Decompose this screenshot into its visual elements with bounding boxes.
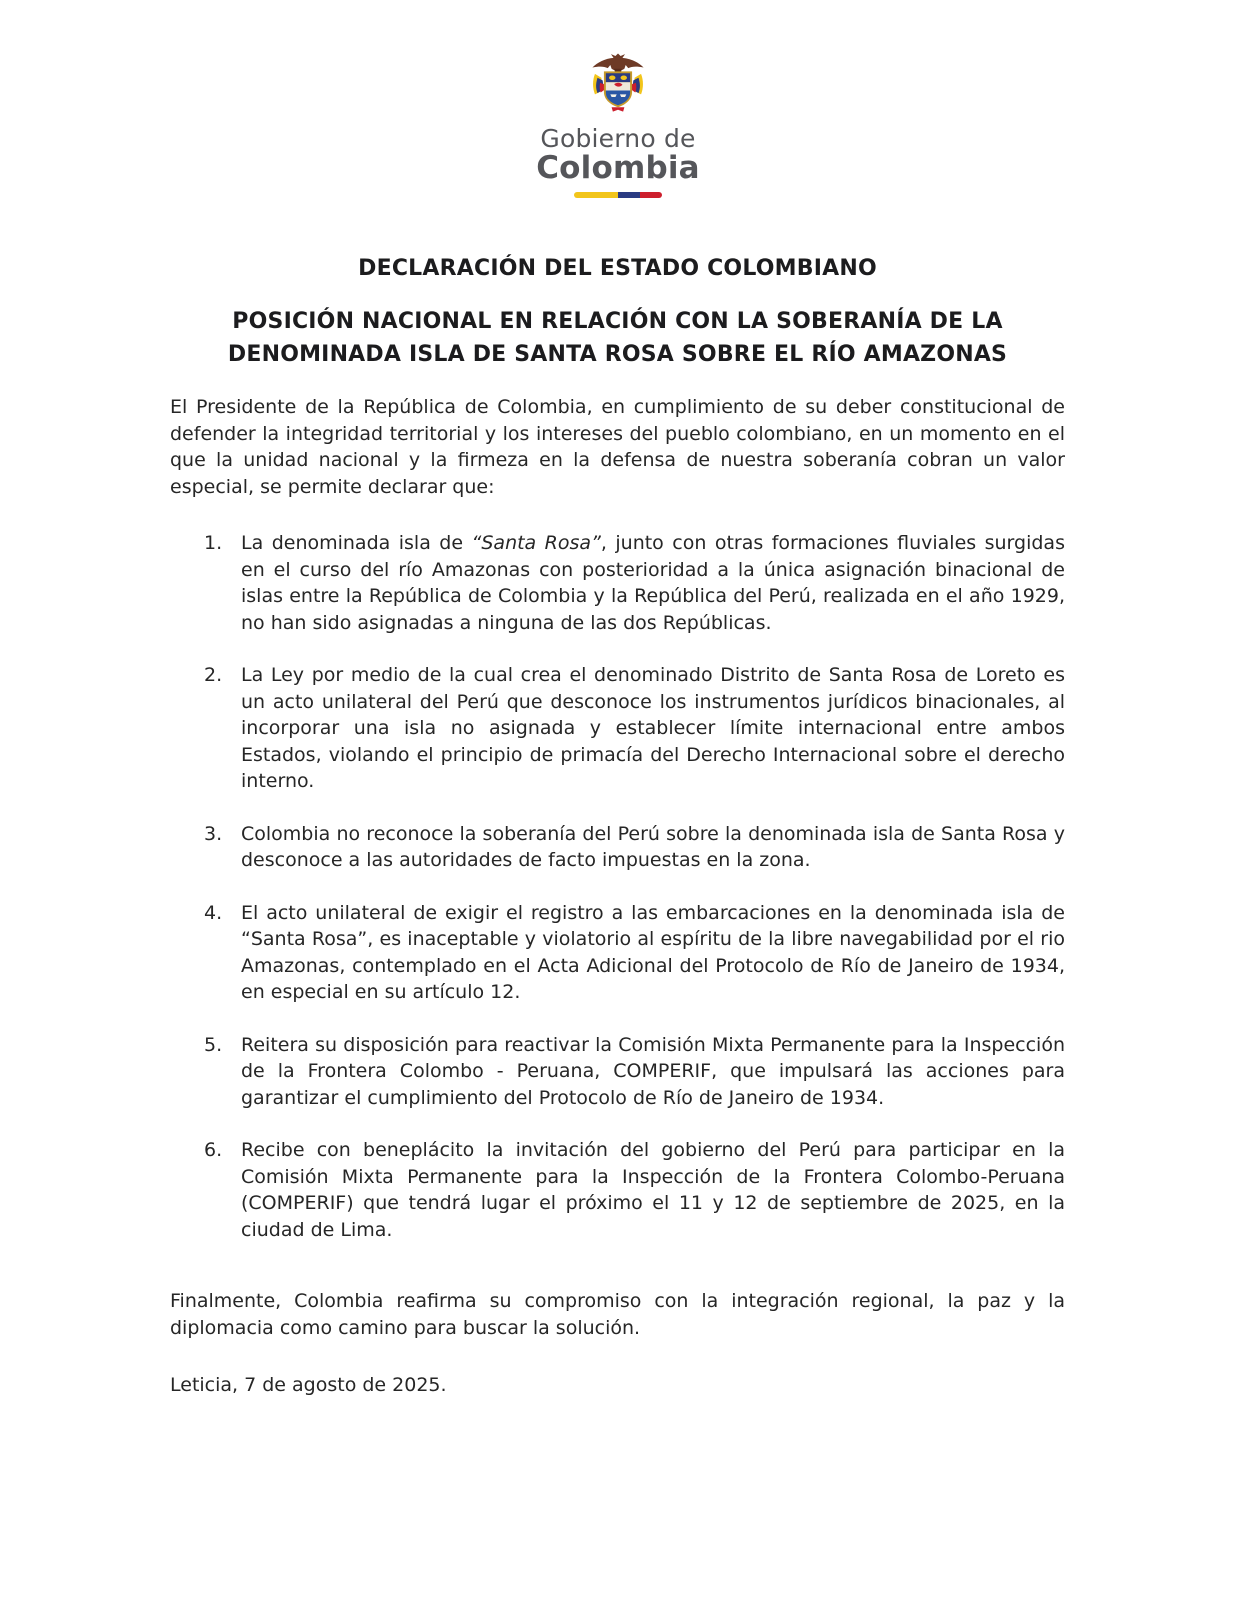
list-item-number: 6. xyxy=(204,1139,223,1162)
list-item-6 xyxy=(204,1137,1065,1243)
dateline: Leticia, 7 de agosto de 2025. xyxy=(170,1374,447,1397)
government-logo xyxy=(0,0,1236,198)
document-subtitle: POSICIÓN NACIONAL EN RELACIÓN CON LA SOBERANÍA DE LA DENOMINADA ISLA DE SANTA ROSA SOBRE EL RÍO AMAZONAS xyxy=(227,309,1008,368)
item1-post: , junto con otras formaciones fluviales surgidas en el curso del río Amazonas con posterioridad a la única asignación binacional de islas entre la República de Colombia y la República del Perú, realizada en el año 1929, no han sido asignadas a ninguna de las dos Repúblicas. xyxy=(241,532,1065,634)
logo-text-line1: Gobierno de xyxy=(540,124,696,153)
flag-yellow-segment xyxy=(574,192,618,198)
list-item-text: Recibe con beneplácito la invitación del gobierno del Perú para participar en la Comisión Mixta Permanente para la Inspección de la Frontera Colombo-Peruana (COMPERIF) que tendrá lugar el próximo el 11 y 12 de septiembre de 2025, en la ciudad de Lima. xyxy=(241,1139,1065,1241)
list-item-number: 3. xyxy=(204,822,223,845)
numbered-list xyxy=(170,530,1065,1243)
list-item-text: La Ley por medio de la cual crea el denominado Distrito de Santa Rosa de Loreto es un acto unilateral del Perú que desconoce los instrumentos jurídicos binacionales, al incorporar una isla no asignada y establecer límite internacional entre ambos Estados, violando el principio de primacía del Derecho Internacional sobre el derecho interno. xyxy=(241,664,1065,793)
list-item-number: 2. xyxy=(204,664,223,687)
list-item-text: Reitera su disposición para reactivar la Comisión Mixta Permanente para la Inspección de la Frontera Colombo - Peruana, COMPERIF, que impulsará las acciones para garantizar el cumplimiento del Protocolo de Río de Janeiro de 1934. xyxy=(241,1033,1065,1109)
colombia-flag-bar xyxy=(574,192,662,198)
list-item-text: El acto unilateral de exigir el registro a las embarcaciones en la denominada isla de “Santa Rosa”, es inaceptable y violatorio al espíritu de la libre navegabilidad por el rio Amazonas, contemplado en el Acta Adicional del Protocolo de Río de Janeiro de 1934, en especial en su artículo 12. xyxy=(241,901,1065,1004)
list-item-4 xyxy=(204,900,1065,1006)
item1-italic-phrase: “Santa Rosa” xyxy=(471,532,601,555)
document-title: DECLARACIÓN DEL ESTADO COLOMBIANO xyxy=(358,255,877,281)
document-body xyxy=(170,255,1065,1399)
list-item-number: 5. xyxy=(204,1033,223,1056)
list-item-1 xyxy=(204,530,1065,636)
flag-blue-segment xyxy=(618,192,640,198)
list-item-text: Colombia no reconoce la soberanía del Perú sobre la denominada isla de Santa Rosa y desconoce a las autoridades de facto impuestas en la zona. xyxy=(241,822,1065,872)
intro-paragraph: El Presidente de la República de Colombia, en cumplimiento de su deber constitucional de defender la integridad territorial y los intereses del pueblo colombiano, en un momento en el que la unidad nacional y la firmeza en la defensa de nuestra soberanía cobran un valor especial, se permite declarar que: xyxy=(170,396,1065,498)
item1-pre: La denominada isla de xyxy=(241,532,472,555)
logo-text-line2: Colombia xyxy=(536,150,700,187)
list-item-number: 4. xyxy=(204,901,223,924)
colombia-coat-of-arms-icon xyxy=(586,52,650,124)
list-item-text xyxy=(241,530,1065,636)
list-item-5 xyxy=(204,1032,1065,1112)
flag-red-segment xyxy=(640,192,662,198)
list-item-3 xyxy=(204,821,1065,874)
closing-paragraph: Finalmente, Colombia reafirma su compromiso con la integración regional, la paz y la diplomacia como camino para buscar la solución. xyxy=(170,1290,1065,1339)
list-item-2 xyxy=(204,662,1065,795)
list-item-number: 1. xyxy=(204,532,223,555)
